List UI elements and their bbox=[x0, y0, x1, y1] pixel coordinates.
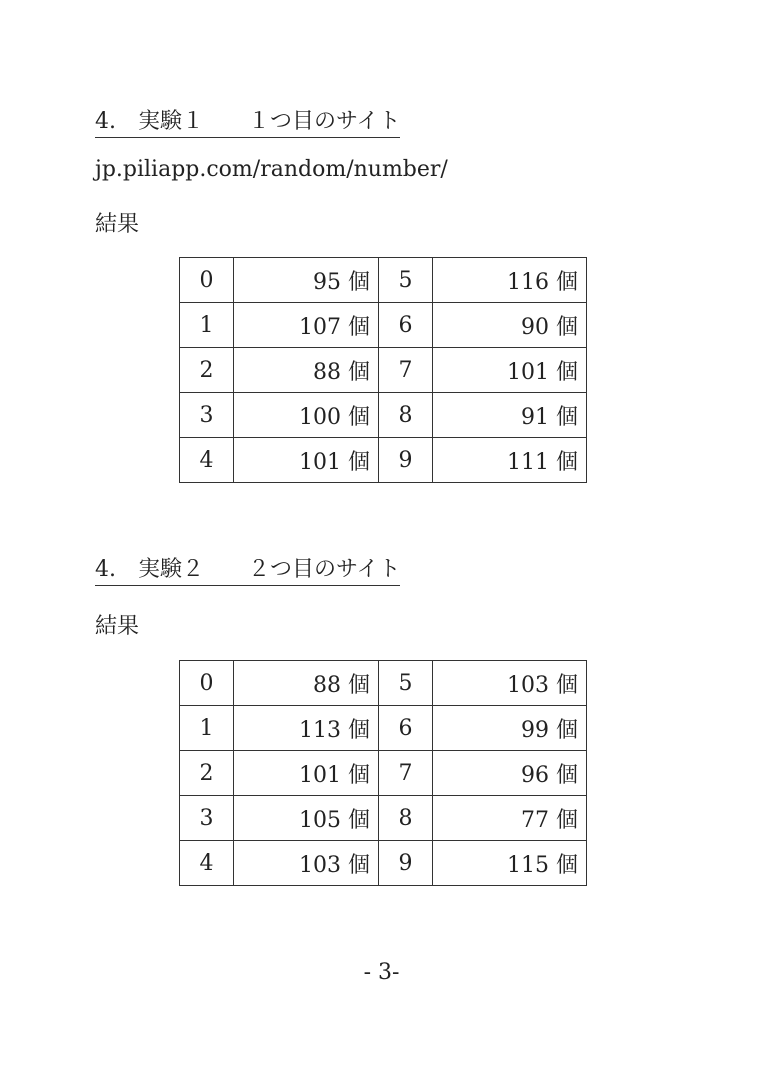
digit-cell: 6 bbox=[379, 706, 433, 751]
results-table bbox=[179, 257, 587, 483]
count-cell: 77 個 bbox=[433, 796, 587, 841]
table-row bbox=[180, 393, 587, 438]
count-cell: 88 個 bbox=[234, 348, 379, 393]
count-cell: 115 個 bbox=[433, 841, 587, 886]
digit-cell: 0 bbox=[180, 661, 234, 706]
digit-cell: 1 bbox=[180, 303, 234, 348]
count-cell: 116 個 bbox=[433, 258, 587, 303]
digit-cell: 4 bbox=[180, 841, 234, 886]
count-cell: 95 個 bbox=[234, 258, 379, 303]
count-cell: 101 個 bbox=[234, 438, 379, 483]
count-cell: 88 個 bbox=[234, 661, 379, 706]
table-row bbox=[180, 258, 587, 303]
results-table bbox=[179, 660, 587, 886]
digit-cell: 2 bbox=[180, 348, 234, 393]
table-row bbox=[180, 751, 587, 796]
count-cell: 105 個 bbox=[234, 796, 379, 841]
digit-cell: 5 bbox=[379, 661, 433, 706]
table-row bbox=[180, 438, 587, 483]
count-cell: 91 個 bbox=[433, 393, 587, 438]
digit-cell: 6 bbox=[379, 303, 433, 348]
digit-cell: 1 bbox=[180, 706, 234, 751]
count-cell: 103 個 bbox=[433, 661, 587, 706]
site-url: jp.piliapp.com/random/number/ bbox=[95, 157, 448, 182]
digit-cell: 0 bbox=[180, 258, 234, 303]
page-number: - 3- bbox=[363, 960, 400, 985]
digit-cell: 9 bbox=[379, 438, 433, 483]
table-row bbox=[180, 661, 587, 706]
count-cell: 111 個 bbox=[433, 438, 587, 483]
result-label: 結果 bbox=[95, 614, 140, 639]
table-row bbox=[180, 348, 587, 393]
table-row bbox=[180, 796, 587, 841]
digit-cell: 3 bbox=[180, 393, 234, 438]
digit-cell: 7 bbox=[379, 751, 433, 796]
digit-cell: 5 bbox=[379, 258, 433, 303]
digit-cell: 3 bbox=[180, 796, 234, 841]
count-cell: 90 個 bbox=[433, 303, 587, 348]
count-cell: 103 個 bbox=[234, 841, 379, 886]
digit-cell: 2 bbox=[180, 751, 234, 796]
count-cell: 96 個 bbox=[433, 751, 587, 796]
table-row bbox=[180, 706, 587, 751]
digit-cell: 4 bbox=[180, 438, 234, 483]
count-cell: 100 個 bbox=[234, 393, 379, 438]
digit-cell: 7 bbox=[379, 348, 433, 393]
digit-cell: 8 bbox=[379, 393, 433, 438]
table-row bbox=[180, 841, 587, 886]
digit-cell: 8 bbox=[379, 796, 433, 841]
section-heading: 4. 実験２ ２つ目のサイト bbox=[95, 556, 400, 586]
count-cell: 113 個 bbox=[234, 706, 379, 751]
digit-cell: 9 bbox=[379, 841, 433, 886]
count-cell: 101 個 bbox=[234, 751, 379, 796]
count-cell: 99 個 bbox=[433, 706, 587, 751]
result-label: 結果 bbox=[95, 212, 140, 237]
section-heading: 4. 実験１ １つ目のサイト bbox=[95, 108, 400, 138]
count-cell: 107 個 bbox=[234, 303, 379, 348]
count-cell: 101 個 bbox=[433, 348, 587, 393]
table-row bbox=[180, 303, 587, 348]
